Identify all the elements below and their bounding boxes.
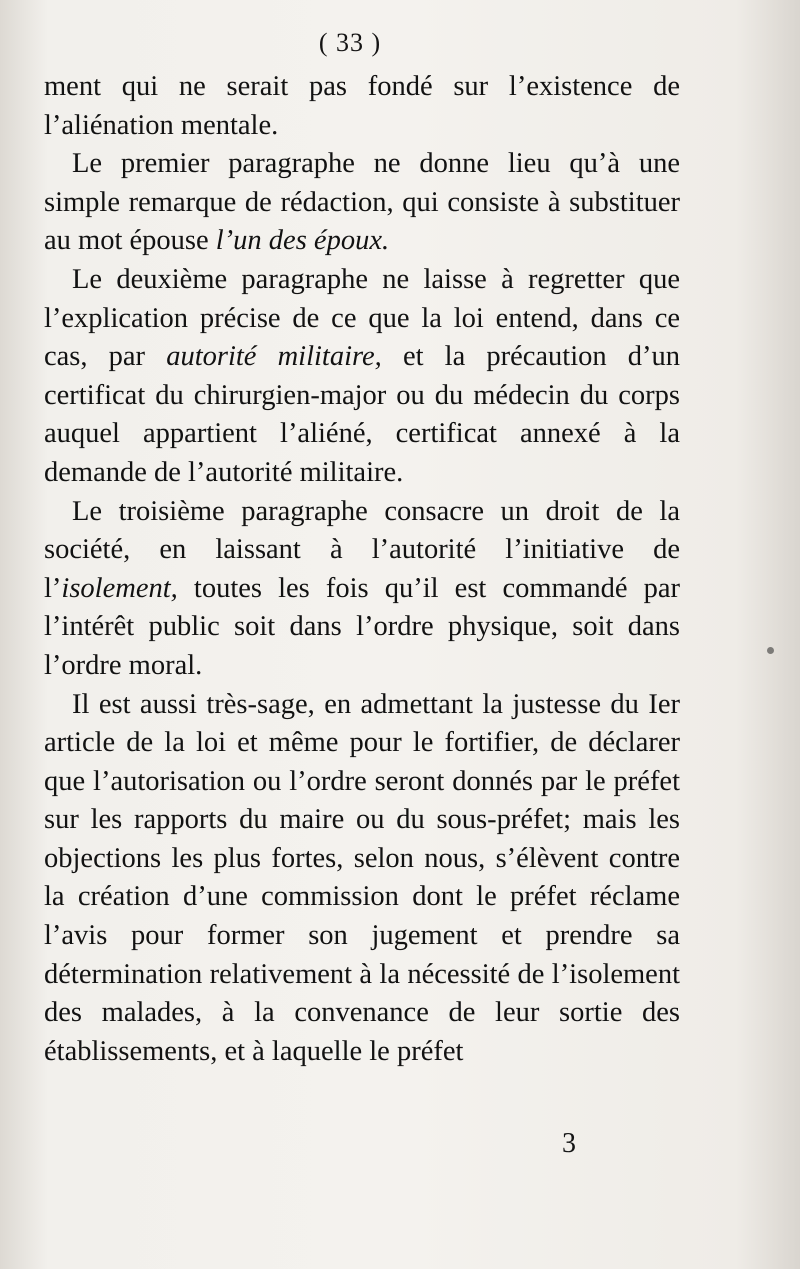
run: Le deuxième paragraphe ne laisse à regretter que l’explication précise de ce que la loi entend, dans ce cas, par [44, 263, 680, 373]
run: toutes les fois qu’il est commandé par l’intérêt public soit dans l’ordre physique, soit dans l’ordre moral. [44, 572, 680, 681]
paragraph-2 [44, 145, 680, 261]
body-text [44, 68, 680, 1071]
paragraph-1 [44, 68, 680, 145]
run: Il est aussi très-sage, en admettant la justesse du Ier article de la loi et même pour le fortifier, de déclarer que l’autorisation ou l’ordre seront donnés par le préfet sur les rapports du maire ou du sous-préfet; mais les objections les plus fortes, selon nous, s’élèvent contre la création d’une commission dont le préfet réclame l’avis pour former son jugement et prendre sa détermination relativement à la nécessité de l’isolement des malades, à la convenance de leur sortie des établissements, et à laquelle le préfet [44, 688, 680, 1067]
run: et la précaution d’un certificat du chirurgien-major ou du médecin du corps auquel appartient l’aliéné, certificat annexé à la demande de l’autorité militaire. [44, 341, 681, 488]
paragraph-5 [44, 686, 680, 1072]
run: Le premier paragraphe ne donne lieu qu’à une simple remarque de rédaction, qui consiste à substituer au mot épouse [44, 148, 680, 257]
ink-spot [767, 647, 774, 654]
paragraph-3 [44, 261, 680, 493]
run: Le troisième paragraphe consacre un droit de la société, en laissant à l’autorité l’initiative de l’ [44, 495, 680, 604]
run-italic: autorité militaire, [166, 341, 382, 373]
run-italic: l’un des époux. [215, 225, 390, 257]
page-header: ( 33 ) [318, 28, 382, 57]
signature-mark: 3 [562, 1128, 576, 1159]
run-italic: isolement, [61, 572, 178, 604]
run: ment qui ne serait pas fondé sur l’existence de l’aliénation mentale. [44, 71, 680, 141]
paragraph-4 [44, 493, 680, 686]
